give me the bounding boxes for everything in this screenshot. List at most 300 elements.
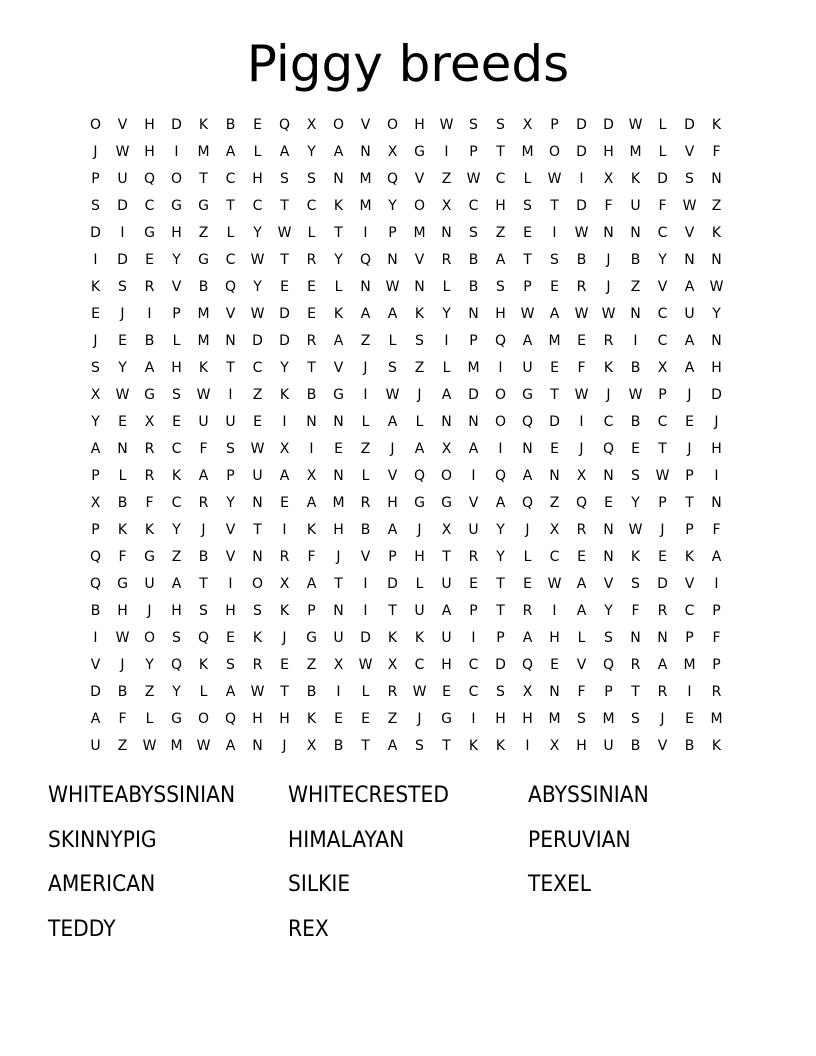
word-list-item: PERUVIAN (528, 827, 631, 853)
grid-letter: B (117, 495, 128, 511)
grid-letter: Q (143, 171, 156, 187)
grid-letter: H (495, 198, 506, 214)
grid-letter: N (711, 333, 722, 349)
grid-letter: W (358, 657, 373, 673)
grid-letter: N (225, 333, 236, 349)
grid-letter: E (253, 117, 262, 133)
grid-letter: L (226, 225, 235, 241)
grid-letter: C (252, 198, 263, 214)
grid-letter: E (550, 360, 559, 376)
grid-letter: N (441, 414, 452, 430)
grid-letter: K (306, 711, 317, 727)
grid-letter: H (144, 144, 155, 160)
grid-letter: D (387, 576, 398, 592)
grid-letter: T (307, 360, 316, 376)
grid-letter: Q (521, 414, 534, 430)
grid-letter: R (576, 279, 587, 295)
grid-letter: E (469, 576, 478, 592)
grid-letter: P (226, 468, 235, 484)
grid-letter: B (684, 738, 695, 754)
grid-letter: F (118, 549, 127, 565)
grid-letter: I (714, 576, 719, 592)
grid-letter: S (199, 603, 208, 619)
grid-letter: L (658, 117, 667, 133)
grid-letter: O (413, 198, 426, 214)
grid-letter: T (496, 576, 505, 592)
grid-letter: E (118, 414, 127, 430)
grid-letter: Y (145, 657, 154, 673)
grid-row (82, 652, 730, 679)
grid-letter: P (550, 117, 559, 133)
grid-letter: I (579, 171, 584, 187)
grid-letter: F (712, 630, 721, 646)
grid-row (82, 706, 730, 733)
grid-letter: O (197, 711, 210, 727)
grid-letter: S (307, 171, 316, 187)
grid-letter: A (90, 711, 101, 727)
grid-letter: D (603, 117, 614, 133)
grid-letter: H (711, 441, 722, 457)
grid-letter: Q (89, 549, 102, 565)
grid-letter: L (307, 225, 316, 241)
grid-letter: N (387, 252, 398, 268)
grid-letter: S (496, 279, 505, 295)
grid-row (82, 301, 730, 328)
grid-letter: R (711, 684, 722, 700)
grid-letter: G (414, 144, 425, 160)
grid-letter: W (115, 387, 130, 403)
grid-letter: U (630, 198, 641, 214)
grid-letter: C (252, 360, 263, 376)
grid-letter: N (603, 549, 614, 565)
grid-letter: T (550, 387, 559, 403)
grid-letter: C (657, 333, 668, 349)
grid-letter: V (576, 657, 587, 673)
grid-letter: H (333, 522, 344, 538)
grid-letter: G (144, 549, 155, 565)
grid-letter: W (628, 387, 643, 403)
grid-row (82, 544, 730, 571)
grid-row (82, 193, 730, 220)
grid-letter: D (468, 387, 479, 403)
grid-letter: R (279, 549, 290, 565)
grid-letter: I (363, 225, 368, 241)
grid-letter: N (657, 630, 668, 646)
grid-letter: P (91, 522, 100, 538)
grid-letter: Z (198, 225, 209, 241)
grid-letter: U (90, 738, 101, 754)
grid-letter: I (498, 441, 503, 457)
grid-letter: J (120, 657, 125, 673)
grid-letter: T (550, 198, 559, 214)
grid-letter: K (306, 522, 317, 538)
grid-letter: C (468, 198, 479, 214)
grid-letter: I (147, 306, 152, 322)
grid-letter: E (334, 441, 343, 457)
grid-letter: Q (521, 495, 534, 511)
grid-letter: M (359, 171, 372, 187)
grid-letter: M (197, 306, 210, 322)
grid-letter: R (657, 603, 668, 619)
grid-letter: F (712, 144, 721, 160)
grid-letter: V (657, 279, 668, 295)
grid-letter: J (417, 711, 422, 727)
grid-letter: N (360, 279, 371, 295)
grid-row (82, 598, 730, 625)
grid-letter: C (225, 171, 236, 187)
grid-letter: H (414, 549, 425, 565)
grid-letter: T (361, 738, 370, 754)
grid-letter: L (577, 630, 586, 646)
grid-letter: A (495, 252, 506, 268)
grid-letter: E (550, 441, 559, 457)
grid-letter: N (333, 468, 344, 484)
grid-letter: I (444, 144, 449, 160)
grid-letter: J (417, 522, 422, 538)
grid-letter: Z (171, 549, 182, 565)
grid-row (82, 463, 730, 490)
grid-letter: F (658, 198, 667, 214)
grid-letter: A (576, 576, 587, 592)
grid-letter: S (280, 171, 289, 187)
grid-letter: F (577, 684, 586, 700)
grid-letter: Y (172, 252, 181, 268)
grid-letter: H (549, 630, 560, 646)
grid-letter: Q (602, 657, 615, 673)
grid-letter: W (115, 630, 130, 646)
grid-letter: A (225, 144, 236, 160)
grid-letter: E (577, 549, 586, 565)
word-list-item: TEDDY (48, 916, 116, 942)
grid-letter: D (90, 225, 101, 241)
grid-letter: O (332, 117, 345, 133)
grid-letter: W (655, 468, 670, 484)
grid-letter: Z (252, 387, 263, 403)
grid-letter: S (388, 360, 397, 376)
grid-letter: N (360, 144, 371, 160)
grid-letter: S (91, 360, 100, 376)
grid-letter: W (601, 306, 616, 322)
grid-letter: N (468, 306, 479, 322)
grid-letter: T (685, 495, 694, 511)
grid-letter: X (90, 495, 101, 511)
grid-letter: K (603, 360, 614, 376)
grid-letter: Q (224, 711, 237, 727)
grid-letter: D (576, 198, 587, 214)
grid-letter: B (468, 279, 479, 295)
grid-letter: A (684, 360, 695, 376)
grid-letter: X (333, 657, 344, 673)
grid-letter: P (658, 495, 667, 511)
grid-letter: J (606, 387, 611, 403)
grid-letter: E (172, 414, 181, 430)
grid-letter: J (714, 414, 719, 430)
grid-letter: E (631, 441, 640, 457)
grid-letter: N (333, 171, 344, 187)
grid-letter: A (306, 495, 317, 511)
grid-letter: H (522, 711, 533, 727)
grid-letter: V (171, 279, 182, 295)
grid-letter: S (604, 630, 613, 646)
grid-letter: R (630, 657, 641, 673)
grid-letter: E (523, 225, 532, 241)
grid-letter: A (657, 657, 668, 673)
grid-letter: W (250, 306, 265, 322)
grid-letter: I (363, 603, 368, 619)
grid-letter: Q (224, 279, 237, 295)
grid-letter: Q (494, 333, 507, 349)
grid-letter: V (387, 468, 398, 484)
grid-letter: B (630, 360, 641, 376)
grid-letter: Q (197, 630, 210, 646)
grid-letter: K (117, 522, 128, 538)
grid-letter: D (279, 333, 290, 349)
grid-letter: E (604, 495, 613, 511)
grid-letter: K (711, 225, 722, 241)
grid-row (82, 139, 730, 166)
grid-letter: D (684, 117, 695, 133)
grid-letter: I (228, 576, 233, 592)
grid-letter: L (118, 468, 127, 484)
grid-letter: Z (630, 279, 641, 295)
grid-letter: S (172, 387, 181, 403)
grid-letter: T (226, 360, 235, 376)
grid-letter: D (495, 657, 506, 673)
grid-letter: S (172, 630, 181, 646)
grid-letter: X (306, 738, 317, 754)
grid-letter: H (576, 738, 587, 754)
grid-letter: B (306, 387, 317, 403)
grid-letter: Y (226, 495, 235, 511)
grid-letter: Y (496, 522, 505, 538)
grid-letter: X (522, 117, 533, 133)
grid-letter: P (91, 171, 100, 187)
grid-letter: J (93, 144, 98, 160)
grid-letter: I (336, 684, 341, 700)
grid-letter: V (684, 144, 695, 160)
grid-letter: O (440, 468, 453, 484)
grid-letter: R (144, 279, 155, 295)
grid-letter: W (412, 684, 427, 700)
grid-letter: L (145, 711, 154, 727)
grid-letter: V (414, 171, 425, 187)
grid-letter: M (197, 144, 210, 160)
grid-letter: B (630, 252, 641, 268)
grid-letter: W (709, 279, 724, 295)
grid-letter: A (576, 603, 587, 619)
grid-letter: H (441, 657, 452, 673)
grid-letter: I (444, 333, 449, 349)
grid-letter: L (415, 576, 424, 592)
grid-letter: Z (414, 360, 425, 376)
grid-letter: K (630, 171, 641, 187)
grid-letter: P (685, 468, 694, 484)
grid-letter: U (684, 306, 695, 322)
grid-letter: K (333, 198, 344, 214)
grid-row (82, 436, 730, 463)
grid-letter: X (549, 738, 560, 754)
grid-letter: K (387, 630, 398, 646)
grid-letter: U (441, 576, 452, 592)
grid-letter: Y (712, 306, 721, 322)
grid-letter: L (523, 171, 532, 187)
grid-letter: E (334, 711, 343, 727)
grid-letter: E (280, 657, 289, 673)
grid-letter: H (225, 603, 236, 619)
grid-letter: W (385, 279, 400, 295)
grid-row (82, 247, 730, 274)
grid-letter: A (387, 306, 398, 322)
grid-letter: P (685, 522, 694, 538)
grid-letter: J (93, 333, 98, 349)
grid-letter: A (279, 144, 290, 160)
grid-letter: W (385, 387, 400, 403)
grid-letter: V (90, 657, 101, 673)
grid-letter: I (93, 630, 98, 646)
grid-letter: L (334, 279, 343, 295)
grid-letter: I (282, 522, 287, 538)
grid-letter: B (333, 738, 344, 754)
word-list-item: WHITEABYSSINIAN (48, 783, 236, 808)
word-list-item: AMERICAN (48, 872, 156, 897)
grid-letter: A (225, 684, 236, 700)
grid-letter: I (120, 225, 125, 241)
grid-letter: X (549, 522, 560, 538)
grid-letter: Z (711, 198, 722, 214)
grid-letter: M (683, 657, 696, 673)
grid-letter: H (711, 360, 722, 376)
grid-letter: O (494, 414, 507, 430)
grid-letter: P (91, 468, 100, 484)
grid-letter: G (198, 198, 209, 214)
grid-letter: X (441, 441, 452, 457)
grid-letter: P (523, 279, 532, 295)
grid-letter: M (197, 333, 210, 349)
grid-letter: Q (521, 657, 534, 673)
word-list-item: HIMALAYAN (288, 827, 405, 853)
grid-letter: B (144, 333, 155, 349)
grid-letter: L (361, 414, 370, 430)
grid-letter: W (628, 522, 643, 538)
grid-row (82, 382, 730, 409)
grid-letter: X (90, 387, 101, 403)
grid-letter: S (631, 468, 640, 484)
grid-letter: Z (360, 441, 371, 457)
grid-letter: O (89, 117, 102, 133)
grid-letter: R (522, 603, 533, 619)
grid-letter: N (549, 684, 560, 700)
grid-letter: G (171, 198, 182, 214)
grid-letter: N (603, 225, 614, 241)
grid-letter: N (630, 225, 641, 241)
grid-letter: J (120, 306, 125, 322)
grid-letter: P (604, 684, 613, 700)
grid-letter: P (685, 630, 694, 646)
grid-letter: Y (604, 603, 613, 619)
grid-letter: H (171, 360, 182, 376)
grid-letter: K (711, 117, 722, 133)
grid-letter: A (333, 144, 344, 160)
grid-letter: E (307, 306, 316, 322)
grid-letter: R (144, 441, 155, 457)
grid-letter: I (579, 414, 584, 430)
grid-letter: G (522, 387, 533, 403)
grid-letter: I (309, 441, 314, 457)
grid-letter: M (467, 360, 480, 376)
grid-letter: G (198, 252, 209, 268)
grid-letter: T (442, 738, 451, 754)
grid-letter: G (333, 387, 344, 403)
grid-letter: N (333, 414, 344, 430)
grid-letter: O (170, 171, 183, 187)
grid-letter: J (525, 522, 530, 538)
grid-letter: J (390, 441, 395, 457)
grid-letter: L (388, 333, 397, 349)
grid-letter: C (171, 495, 182, 511)
grid-letter: E (523, 576, 532, 592)
grid-letter: R (360, 495, 371, 511)
grid-letter: C (144, 198, 155, 214)
grid-letter: W (520, 306, 535, 322)
grid-letter: V (333, 360, 344, 376)
grid-letter: C (495, 171, 506, 187)
grid-letter: N (333, 603, 344, 619)
grid-letter: X (279, 576, 290, 592)
grid-letter: I (471, 468, 476, 484)
grid-letter: S (226, 441, 235, 457)
grid-letter: B (198, 279, 209, 295)
grid-letter: J (660, 711, 665, 727)
grid-letter: W (142, 738, 157, 754)
grid-letter: S (415, 333, 424, 349)
grid-row (82, 625, 730, 652)
grid-letter: H (252, 171, 263, 187)
grid-letter: E (226, 630, 235, 646)
word-list-item: SKINNYPIG (48, 827, 157, 853)
grid-letter: H (414, 117, 425, 133)
grid-letter: R (144, 468, 155, 484)
grid-letter: W (628, 117, 643, 133)
grid-row (82, 517, 730, 544)
grid-letter: C (225, 252, 236, 268)
grid-letter: T (226, 198, 235, 214)
grid-letter: M (521, 144, 534, 160)
grid-letter: L (442, 360, 451, 376)
grid-letter: D (657, 171, 668, 187)
grid-letter: G (306, 630, 317, 646)
grid-letter: F (577, 360, 586, 376)
grid-letter: Y (118, 360, 127, 376)
grid-letter: C (414, 657, 425, 673)
grid-letter: N (603, 522, 614, 538)
grid-letter: F (145, 495, 154, 511)
grid-letter: Q (413, 468, 426, 484)
grid-letter: E (685, 414, 694, 430)
page-title: Piggy breeds (246, 35, 570, 93)
grid-letter: Y (388, 198, 397, 214)
grid-letter: R (252, 657, 263, 673)
grid-letter: R (576, 522, 587, 538)
grid-letter: V (117, 117, 128, 133)
grid-letter: X (306, 117, 317, 133)
grid-letter: N (684, 252, 695, 268)
grid-letter: A (414, 441, 425, 457)
grid-letter: Z (144, 684, 155, 700)
grid-letter: V (360, 549, 371, 565)
grid-letter: U (603, 738, 614, 754)
word-list (48, 776, 788, 954)
grid-letter: F (712, 522, 721, 538)
